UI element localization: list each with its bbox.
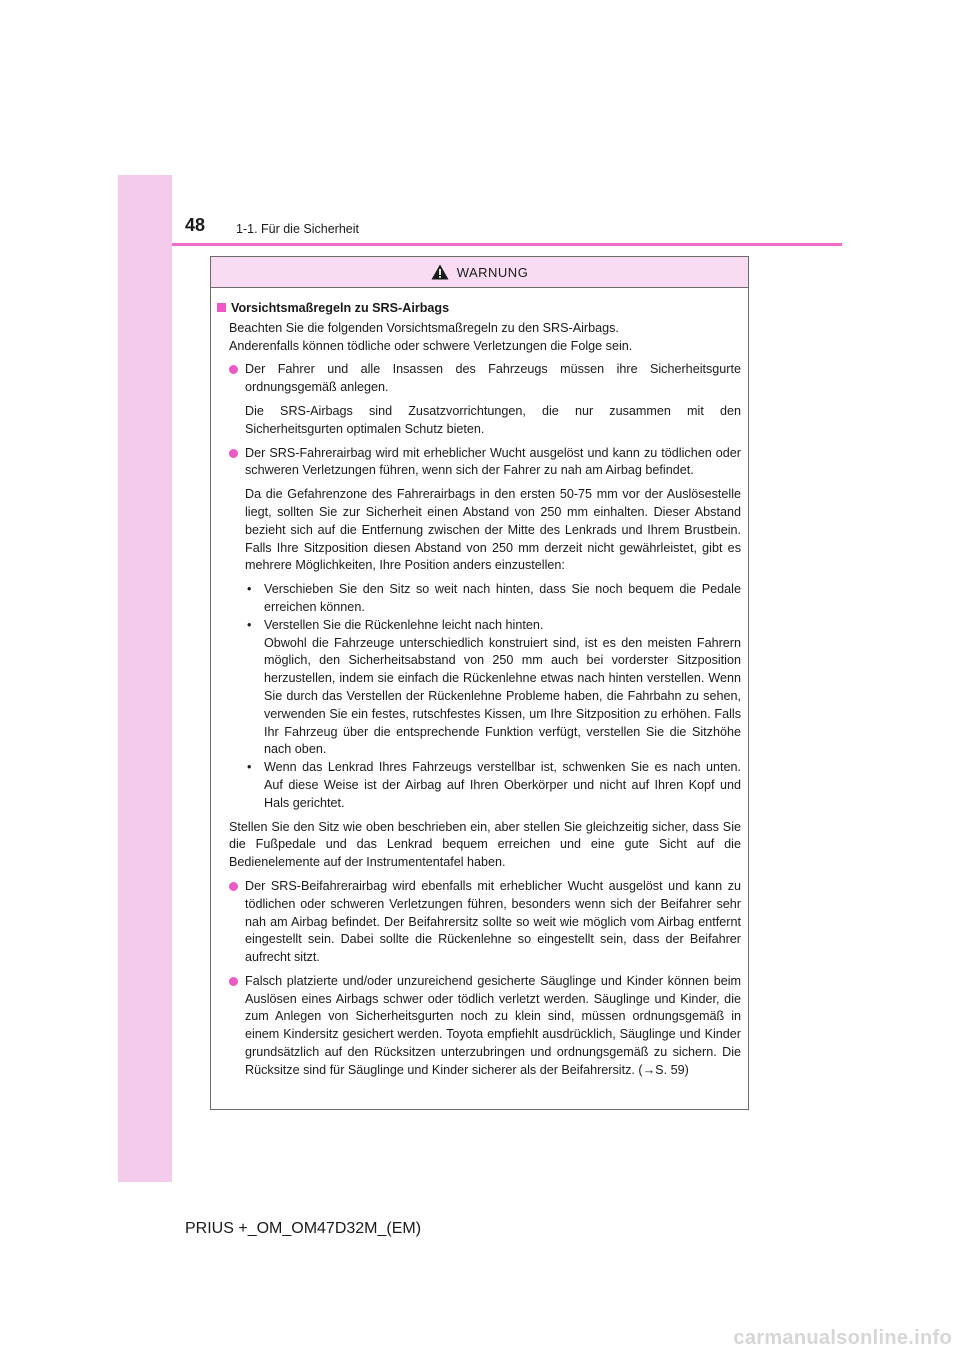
square-bullet-icon bbox=[217, 303, 226, 312]
section-title: 1-1. Für die Sicherheit bbox=[236, 222, 359, 236]
bullet-item-driver-airbag bbox=[217, 445, 741, 813]
sub-bullet-mark: • bbox=[247, 582, 252, 597]
round-bullet-icon bbox=[229, 882, 238, 891]
sub-item-text: Verschieben Sie den Sitz so weit nach hinten, dass Sie noch bequem die Pedale erreichen können. bbox=[264, 582, 741, 614]
bullet-paragraph: Falsch platzierte und/oder unzureichend gesicherte Säuglinge und Kinder können beim Auslösen eines Airbags schwer oder tödlich verletzt werden. Säuglinge und Kinder, die zum Anlegen von Sicherheitsgurten noch zu klein sind, müssen ordnungsgemäß in einem Kindersitz gesichert werden. Toyota empfiehlt ausdrücklich, Säuglinge und Kinder grundsätzlich auf den Rücksitzen unterzubringen und ordnungsgemäß zu sichern. Die Rücksitze sind für Säuglinge und Kinder sicherer als der Beifahrersitz. (→S. 59) bbox=[245, 973, 741, 1077]
sub-item-detail: Obwohl die Fahrzeuge unterschiedlich konstruiert sind, ist es den meisten Fahrern möglich, den Sicherheitsabstand von 250 mm auch bei vorderster Sitzposition herzustellen, indem sie einfach die Rückenlehne etwas nach hinten verstellen. Wenn Sie durch das Verstellen der Rückenlehne Probleme haben, die Fahrbahn zu sehen, verwenden Sie ein festes, rutschfestes Kissen, um Ihre Sitzposition zu erhöhen. Falls Ihr Fahrzeug über die entsprechende Funktion verfügt, verstellen Sie die Sitzhöhe nach oben. bbox=[264, 635, 741, 757]
sub-bullet-mark: • bbox=[247, 760, 252, 775]
page-number: 48 bbox=[185, 215, 206, 235]
sub-bullet-mark: • bbox=[247, 617, 252, 632]
sub-list bbox=[245, 581, 741, 812]
bullet-item-seatbelts bbox=[217, 361, 741, 438]
manual-code: PRIUS +_OM_OM47D32M_(EM) bbox=[185, 1220, 422, 1237]
round-bullet-icon bbox=[229, 977, 238, 986]
round-bullet-icon bbox=[229, 449, 238, 458]
intro-line-2: Anderenfalls können tödliche oder schwere Verletzungen die Folge sein. bbox=[229, 338, 633, 353]
bullet-paragraph: Da die Gefahrenzone des Fahrerairbags in den ersten 50-75 mm vor der Auslösestelle liegt, sollten Sie zur Sicherheit einen Abstand von 250 mm einhalten. Dieser Abstand bezieht sich auf die Entfernung zwischen der Mitte des Lenkrads und Ihrem Brustbein. Falls Ihre Sitzposition diesen Abstand von 250 mm derzeit nicht gewährleistet, gibt es mehrere Möglichkeiten, Ihre Position anders einzustellen: bbox=[245, 487, 741, 573]
bullet-item-passenger-airbag bbox=[217, 878, 741, 967]
bullet-paragraph: Der SRS-Beifahrerairbag wird ebenfalls mit erheblicher Wucht ausgelöst und kann zu tödlichen oder schweren Verletzungen führen, besonders wenn sich der Beifahrer sehr nah am Airbag befindet. Der Beifahrersitz sollte so weit wie möglich vom Airbag entfernt eingestellt sein. Dabei sollte die Rückenlehne so eingestellt sein, dass der Beifahrer aufrecht sitzt. bbox=[245, 878, 741, 965]
intro-line-1: Beachten Sie die folgenden Vorsichtsmaßregeln zu den SRS-Airbags. bbox=[229, 320, 619, 335]
sub-item-text: Verstellen Sie die Rückenlehne leicht nach hinten. bbox=[264, 617, 544, 632]
bullet-paragraph: Die SRS-Airbags sind Zusatzvorrichtungen, die nur zusammen mit den Sicherheitsgurten optimalen Schutz bieten. bbox=[245, 403, 741, 436]
heading-text: Vorsichtsmaßregeln zu SRS-Airbags bbox=[231, 301, 450, 315]
intro-text bbox=[217, 320, 741, 356]
closing-paragraph: Stellen Sie den Sitz wie oben beschrieben ein, aber stellen Sie gleichzeitig sicher, dass Sie die Fußpedale und das Lenkrad bequem erreichen und eine gute Sicht auf die Bedienelemente auf der Instrumententafel haben. bbox=[229, 819, 741, 870]
sub-list-item bbox=[245, 581, 741, 617]
warning-box bbox=[210, 256, 749, 1110]
header-rule bbox=[172, 243, 842, 246]
sub-item-text: Wenn das Lenkrad Ihres Fahrzeugs verstellbar ist, schwenken Sie es nach unten. Auf diese Weise ist der Airbag auf Ihren Oberkörper und nicht auf Ihren Kopf und Hals gerichtet. bbox=[264, 760, 741, 810]
sub-list-item bbox=[245, 617, 741, 759]
bullet-paragraph: Der SRS-Fahrerairbag wird mit erheblicher Wucht ausgelöst und kann zu tödlichen oder schweren Verletzungen führen, wenn sich der Fahrer zu nah am Airbag befindet. bbox=[245, 445, 741, 478]
bullet-paragraph: Der Fahrer und alle Insassen des Fahrzeugs müssen ihre Sicherheitsgurte ordnungsgemäß anlegen. bbox=[245, 362, 741, 395]
sub-list-item bbox=[245, 759, 741, 812]
section-heading bbox=[217, 300, 741, 318]
bullet-item-children bbox=[217, 973, 741, 1080]
watermark: carmanualsonline.info bbox=[733, 1327, 952, 1349]
warning-body bbox=[211, 288, 748, 1080]
warning-header bbox=[211, 257, 748, 288]
warning-triangle-icon bbox=[431, 264, 449, 280]
round-bullet-icon bbox=[229, 365, 238, 374]
warning-title: WARNUNG bbox=[456, 264, 529, 280]
side-band bbox=[118, 175, 172, 1182]
